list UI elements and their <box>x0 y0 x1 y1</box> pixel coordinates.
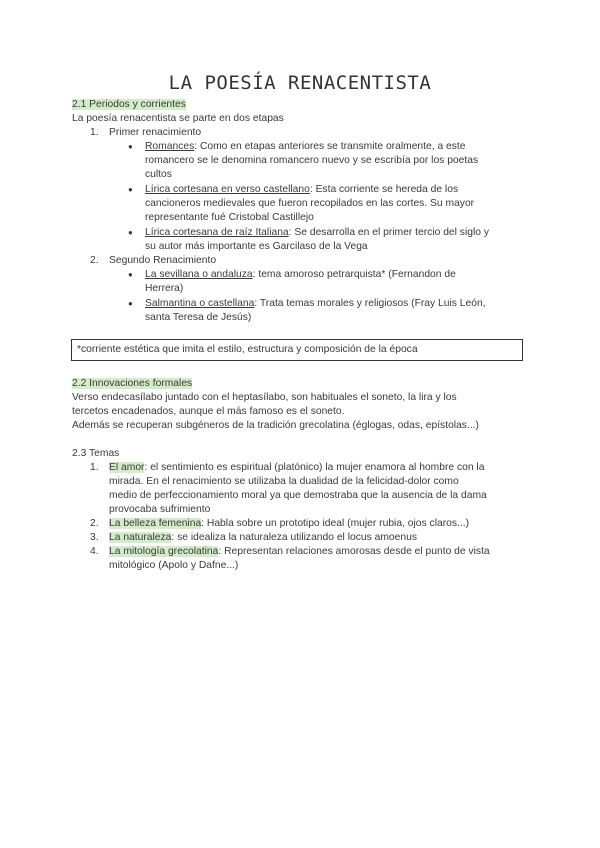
list-item-line: cancioneros medievales que fueron recopilados en las cortes. Su mayor <box>145 198 475 209</box>
list-item: Lírica cortesana de raíz Italiana: Se desarrolla en el primer tercio del siglo y <box>145 227 489 238</box>
bullet: ● <box>128 142 133 151</box>
list-number: 2. <box>90 518 99 529</box>
list-number: 4. <box>90 546 99 557</box>
list-item: El amor: el sentimiento es espiritual (platónico) la mujer enamora al hombre con la <box>109 462 485 473</box>
list-item-line: medio de perfeccionamiento moral ya que demostraba que la ausencia de la dama <box>109 490 487 501</box>
list-number: 3. <box>90 532 99 543</box>
stage-label: Primer renacimiento <box>109 127 202 138</box>
page-title: LA POESÍA RENACENTISTA <box>168 72 432 94</box>
bullet: ● <box>128 270 133 279</box>
list-item: La mitología grecolatina: Representan relaciones amorosas desde el punto de vista <box>109 546 490 557</box>
bullet: ● <box>128 185 133 194</box>
section-heading-periodos: 2.1 Periodos y corrientes <box>72 99 186 110</box>
list-number: 2. <box>90 255 99 266</box>
paragraph-line: Además se recuperan subgéneros de la tradición grecolatina (églogas, odas, epístolas...) <box>72 420 479 431</box>
list-number: 1. <box>90 127 99 138</box>
paragraph-line: tercetos encadenados, aunque el más famoso es el soneto. <box>72 406 345 417</box>
section-heading-temas: 2.3 Temas <box>72 448 120 459</box>
section-intro: La poesía renacentista se parte en dos etapas <box>72 113 284 124</box>
bullet: ● <box>128 228 133 237</box>
list-item: La naturaleza: se idealiza la naturaleza utilizando el locus amoenus <box>109 532 417 543</box>
paragraph-line: Verso endecasílabo juntado con el heptasílabo, son habituales el soneto, la lira y los <box>72 392 457 403</box>
list-item-line: santa Teresa de Jesús) <box>145 312 252 323</box>
list-item: Lírica cortesana en verso castellano: Esta corriente se hereda de los <box>145 184 459 195</box>
list-item-line: mirada. En el renacimiento se utilizaba la dualidad de la felicidad-dolor como <box>109 476 459 487</box>
section-heading-innovaciones: 2.2 Innovaciones formales <box>72 378 193 389</box>
bullet: ● <box>128 299 133 308</box>
list-item: Romances: Como en etapas anteriores se transmite oralmente, a este <box>145 141 466 152</box>
list-item-line: cultos <box>145 169 172 180</box>
list-item-line: provocaba sufrimiento <box>109 504 211 515</box>
list-number: 1. <box>90 462 99 473</box>
list-item-line: su autor más importante es Garcilaso de la Vega <box>145 241 368 252</box>
list-item: La belleza femenina: Habla sobre un prototipo ideal (mujer rubia, ojos claros...) <box>109 518 470 529</box>
list-item-line: representante fué Cristobal Castillejo <box>145 212 314 223</box>
stage-label: Segundo Renacimiento <box>109 255 217 266</box>
list-item-line: mitológico (Apolo y Dafne...) <box>109 560 239 571</box>
list-item-line: Herrera) <box>145 283 184 294</box>
list-item-line: romancero se le denomina romancero nuevo y se escribía por los poetas <box>145 155 479 166</box>
list-item: Salmantina o castellana: Trata temas morales y religiosos (Fray Luis León, <box>145 298 486 309</box>
note-box <box>71 339 523 361</box>
list-item: La sevillana o andaluza: tema amoroso petrarquista* (Fernandon de <box>145 269 456 280</box>
note-text: *corriente estética que imita el estilo, estructura y composición de la época <box>77 344 418 355</box>
